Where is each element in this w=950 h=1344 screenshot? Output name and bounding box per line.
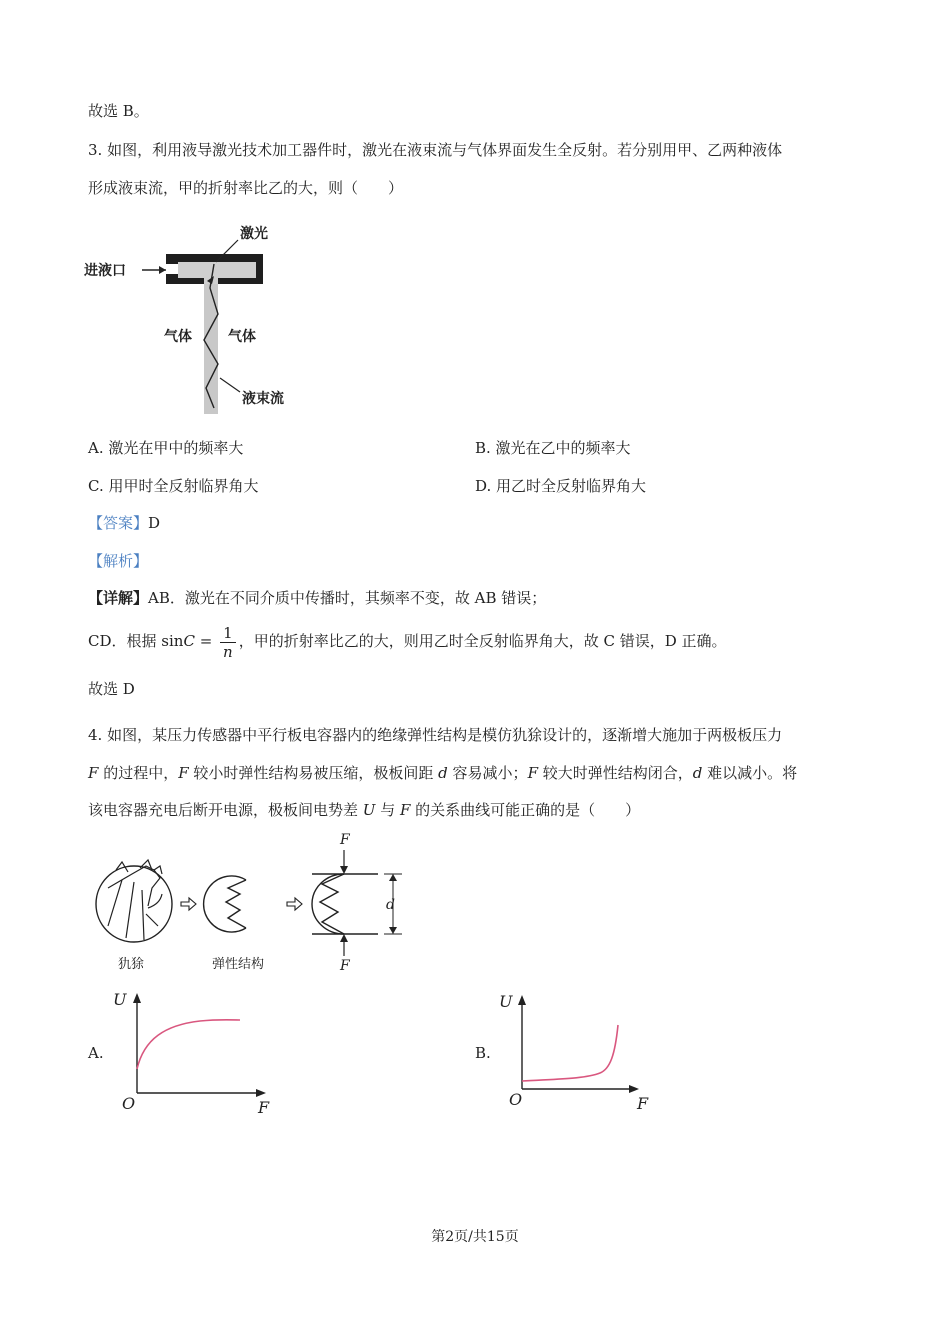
var-f: F	[178, 764, 189, 782]
label-elastic-structure: 弹性结构	[212, 957, 265, 972]
q4-stem-line2	[88, 762, 797, 784]
text-seg: 该电容器充电后断开电源，极板间电势差	[88, 801, 363, 819]
fraction-1-over-n	[220, 624, 236, 661]
q3-conclusion: 故选 D	[88, 680, 135, 698]
origin-label: O	[509, 1090, 523, 1109]
var-f: F	[88, 764, 99, 782]
q4-option-a-graph[interactable]	[110, 985, 280, 1115]
detail-tag: 【详解】	[88, 589, 149, 607]
var-d: d	[438, 764, 448, 782]
q3-detail-row	[88, 587, 546, 609]
x-axis-label: F	[258, 1098, 270, 1115]
label-laser: 激光	[240, 226, 268, 242]
text-seg: 的关系曲线可能正确的是（ ）	[410, 801, 641, 819]
x-axis-label: F	[637, 1094, 649, 1113]
label-gas-left: 气体	[164, 329, 192, 345]
label-force-top: F	[340, 832, 350, 848]
q4-option-b-label[interactable]: B.	[475, 1044, 491, 1062]
y-axis-label: U	[113, 990, 127, 1009]
var-u: U	[362, 801, 376, 819]
curve-b	[522, 1025, 618, 1081]
cd-prefix: CD．根据 sin	[88, 632, 184, 650]
q3-option-d[interactable]: D. 用乙时全反射临界角大	[475, 477, 647, 495]
cd-suffix: ，甲的折射率比乙的大，则用乙时全反射临界角大，故 C 错误，D 正确。	[238, 632, 727, 650]
q3-option-c[interactable]: C. 用甲时全反射临界角大	[88, 477, 259, 495]
label-force-bottom: F	[340, 958, 350, 974]
q3-stem-line2: 形成液束流，甲的折射率比乙的大，则（ ）	[88, 179, 404, 197]
cd-eq: =	[194, 632, 218, 650]
q4-stem-line3	[88, 799, 640, 821]
elastic-structure-icon	[204, 876, 246, 932]
q4-armadillo-figure	[88, 830, 418, 975]
q4-option-a-label[interactable]: A.	[88, 1044, 104, 1062]
q3-stem-line1: 3. 如图，利用液导激光技术加工器件时，激光在液束流与气体界面发生全反射。若分别用甲、乙两种液体	[88, 141, 783, 159]
curve-a	[137, 1020, 240, 1069]
detail-text: AB．激光在不同介质中传播时，其频率不变，故 AB 错误；	[148, 589, 547, 607]
label-gap-d: d	[386, 897, 395, 913]
origin-label: O	[122, 1094, 136, 1113]
q3-laser-figure	[80, 218, 310, 418]
label-armadillo: 犰狳	[118, 957, 145, 972]
var-f: F	[527, 764, 538, 782]
answer-tag: 【答案】	[88, 514, 149, 532]
q3-option-a[interactable]: A. 激光在甲中的频率大	[88, 439, 244, 457]
q4-stem-line1: 4. 如图，某压力传感器中平行板电容器内的绝缘弹性结构是模仿犰狳设计的，逐渐增大施加于两极板压力	[88, 726, 783, 744]
label-inlet: 进液口	[84, 263, 126, 279]
text-seg: 容易减小；	[447, 764, 528, 782]
text-seg: 与	[375, 801, 400, 819]
frac-denominator: n	[223, 642, 233, 661]
q3-option-b[interactable]: B. 激光在乙中的频率大	[475, 439, 631, 457]
label-gas-right: 气体	[228, 329, 256, 345]
y-axis-label: U	[499, 992, 513, 1011]
var-d: d	[692, 764, 703, 782]
text-seg: 难以减小。将	[702, 764, 798, 782]
text-seg: 较大时弹性结构闭合，	[537, 764, 693, 782]
answer-value: D	[148, 514, 161, 532]
text-seg: 较小时弹性结构易被压缩，极板间距	[188, 764, 439, 782]
text-seg: 的过程中，	[98, 764, 179, 782]
prev-conclusion: 故选 B。	[88, 102, 149, 120]
analysis-tag: 【解析】	[88, 552, 149, 570]
page-footer: 第2页/共15页	[431, 1229, 519, 1245]
armadillo-icon	[96, 860, 172, 942]
cd-var: C	[183, 632, 195, 650]
var-f: F	[399, 801, 411, 819]
frac-numerator: 1	[220, 624, 236, 643]
label-stream: 液束流	[242, 391, 284, 407]
q4-option-b-graph[interactable]	[495, 985, 665, 1115]
q3-answer-row	[88, 512, 160, 534]
q3-cd-row	[88, 621, 727, 661]
